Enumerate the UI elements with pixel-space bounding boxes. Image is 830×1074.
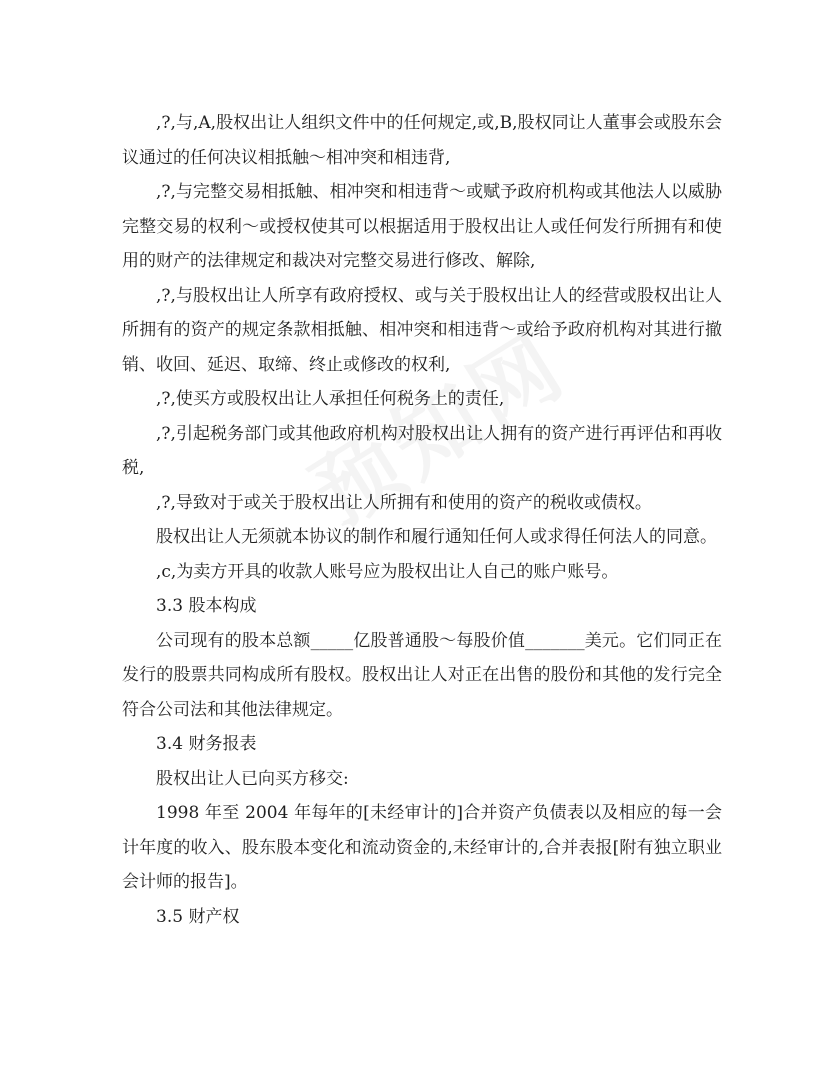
section-heading-property-rights: 3.5 财产权 [156, 906, 240, 927]
paragraph-conflict-gov-authorization: ,?,与股权出让人所享有政府授权、或与关于股权出让人的经营或股权出让人所拥有的资产的规定条款相抵触、相冲突和相违背～或给予政府机构对其进行撤销、收回、延迟、取缔、终止或修改的权利, [122, 285, 722, 375]
paragraph-delivered-to-buyer: 股权出让人已向买方移交: [156, 768, 349, 789]
paragraph-financial-statements: 1998 年至 2004 年每年的[未经审计的]合并资产负债表以及相应的每一会计年度的收入、股东股本变化和流动资金的,未经审计的,合并表报[附有独立职业会计师的报告]。 [122, 803, 722, 892]
paragraph-tax-or-debt: ,?,导致对于或关于股权出让人所拥有和使用的资产的税收或债权。 [156, 492, 652, 513]
paragraph-share-capital: 公司现有的股本总额_____亿股普通股～每股价值_______美元。它们同正在发行的股票共同构成所有股权。股权出让人对正在出售的股份和其他的发行完全符合公司法和其他法律规定。 [122, 630, 722, 720]
paragraph-tax-liability: ,?,使买方或股权出让人承担任何税务上的责任, [156, 389, 505, 409]
paragraph-reassessment: ,?,引起税务部门或其他政府机构对股权出让人拥有的资产进行再评估和再收税, [122, 423, 722, 478]
paragraph-no-consent-needed: 股权出让人无须就本协议的制作和履行通知任何人或求得任何法人的同意。 [156, 527, 717, 547]
section-heading-financial-statements: 3.4 财务报表 [156, 734, 257, 754]
paragraph-conflict-transaction: ,?,与完整交易相抵触、相冲突和相违背～或赋予政府机构或其他法人以威胁完整交易的权利～或授权使其可以根据适用于股权出让人或任何发行所拥有和使用的财产的法律规定和裁决对完整交易进行修改、解除, [122, 182, 722, 271]
document-body [122, 106, 722, 934]
section-heading-share-capital: 3.3 股本构成 [156, 596, 257, 616]
paragraph-conflict-org-docs: ,?,与,A,股权出让人组织文件中的任何规定,或,B,股权同让人董事会或股东会议通过的任何决议相抵触～相冲突和相违背, [122, 113, 722, 168]
paragraph-payee-account: ,c,为卖方开具的收款人账号应为股权出让人自己的账户账号。 [156, 561, 619, 582]
